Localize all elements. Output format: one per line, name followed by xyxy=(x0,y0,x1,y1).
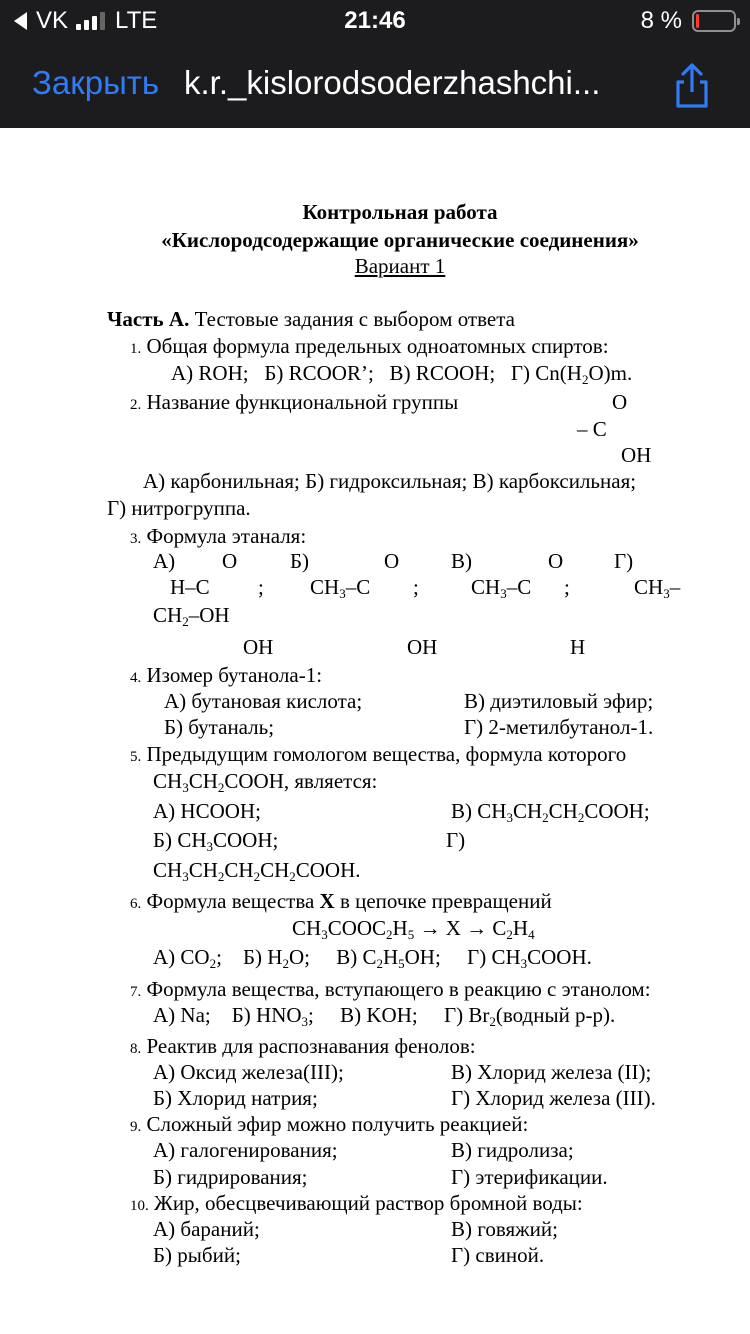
q6-a-label: А) xyxy=(153,945,176,969)
clock: 21:46 xyxy=(344,7,406,34)
q2-answers-line2: Г) нитрогруппа. xyxy=(107,496,251,520)
q3-g-ch2oh: $CH_2-OH$ xyxy=(153,603,230,629)
battery-fill xyxy=(696,14,699,28)
q3-option-b-label: Б) xyxy=(290,549,310,573)
question-text: Реактив для распознавания фенолов: xyxy=(146,1034,476,1058)
question-number: 1. xyxy=(130,341,142,357)
q5-answer-a: А) HCOOH; xyxy=(153,799,261,823)
q3-option-v-label: В) xyxy=(451,549,472,573)
question-8 xyxy=(130,1033,476,1062)
q3-v-h: H xyxy=(570,635,586,659)
q7-answer-v: В) KOH; xyxy=(340,1003,418,1027)
q4-answer-v: В) диэтиловый эфир; xyxy=(464,689,654,713)
doc-subheading: «Кислородсодержащие органические соединения» xyxy=(161,228,639,252)
question-7 xyxy=(130,976,651,1005)
question-text: Изомер бутанола-1: xyxy=(146,663,323,687)
q9-answer-g: Г) этерификации. xyxy=(451,1165,608,1189)
q8-answer-b: Б) Хлорид натрия; xyxy=(153,1086,318,1110)
question-text: Формула вещества xyxy=(146,889,320,913)
q3-g-ch3: $CH_3-$ xyxy=(634,575,681,601)
q10-answer-g: Г) свиной. xyxy=(451,1243,545,1267)
question-number: 7. xyxy=(130,984,142,1000)
q7-b-label: Б) xyxy=(231,1003,251,1027)
q3-a-oh: OH xyxy=(243,635,274,659)
q5-answer-b: Б) $CH_3COOH$; xyxy=(153,828,279,854)
q1-answers: А) ROH; Б) RCOOR’; В) RCOOH; Г) $Cn(H_2O)m$. xyxy=(171,361,633,387)
q6-chain: $CH_3COOC_2H_5 \to X \to C_2H_4$ xyxy=(292,916,535,942)
q3-v-o: O xyxy=(548,549,564,573)
share-button[interactable] xyxy=(668,62,716,110)
question-number: 10. xyxy=(130,1198,149,1214)
q3-a-o: O xyxy=(222,549,238,573)
question-text: Формула вещества, вступающего в реакцию с этанолом: xyxy=(146,977,651,1001)
question-text: Сложный эфир можно получить реакцией: xyxy=(146,1112,529,1136)
question-number: 4. xyxy=(130,670,142,686)
question-6 xyxy=(130,888,552,917)
question-number: 5. xyxy=(130,749,142,765)
q3-sep-1: ; xyxy=(258,575,264,599)
question-9 xyxy=(130,1111,528,1140)
q8-answer-g: Г) Хлорид железа (III). xyxy=(451,1086,656,1110)
share-icon xyxy=(668,62,716,110)
q3-sep-2: ; xyxy=(413,575,419,599)
carrier-label: VK xyxy=(36,7,69,34)
q7-answer-a: А) Na; xyxy=(153,1003,211,1027)
q10-answer-b: Б) рыбий; xyxy=(153,1243,241,1267)
q3-option-a-label: А) xyxy=(153,549,176,573)
question-text: Жир, обесцвечивающий раствор бромной воды: xyxy=(154,1191,583,1215)
question-number: 3. xyxy=(130,531,142,547)
q9-answer-b: Б) гидрирования; xyxy=(153,1165,308,1189)
q4-answer-g: Г) 2-метилбутанол-1. xyxy=(464,715,654,739)
question-text: Общая формула предельных одноатомных спиртов: xyxy=(146,334,609,358)
document-title: k.r._kislorodsoderzhashchi... xyxy=(184,64,601,101)
part-a-label: Часть А. xyxy=(107,307,190,331)
q3-option-g-label: Г) xyxy=(614,549,634,573)
arrow-icon: → xyxy=(466,916,488,940)
q6-g-label: Г) xyxy=(467,945,487,969)
q7-answers: А) Na; Б) $HNO_3$; В) KOH; Г) $Br_2(водный$ р-р). xyxy=(153,1003,616,1029)
variant-text: Вариант 1 xyxy=(354,254,446,278)
battery-percent-label: 8 % xyxy=(640,7,682,34)
status-right xyxy=(641,7,736,35)
q3-b-o: O xyxy=(384,549,400,573)
q3-a-hc: H–C xyxy=(170,575,210,599)
document-page[interactable] xyxy=(0,128,750,1334)
q2-group-oh: OH xyxy=(621,443,652,467)
question-number: 8. xyxy=(130,1041,142,1057)
question-number: 2. xyxy=(130,397,142,413)
q5-answer-g-label: Г) xyxy=(446,828,466,852)
q6-b-label: Б) xyxy=(242,945,263,969)
question-text: Формула этаналя: xyxy=(146,524,307,548)
q5-answer-v: В) $CH_3CH_2CH_2COOH$; xyxy=(451,799,650,825)
q6-answers: А) $CO_2$; Б) $H_2O$; В) $C_2H_5OH$; Г) $CH_3COOH$. xyxy=(153,945,592,971)
q5-answer-g: $CH_3CH_2CH_2CH_2COOH$. xyxy=(153,858,361,884)
q5-formula-line: $CH_3CH_2COOH$, является: xyxy=(153,769,378,795)
q9-answer-v: В) гидролиза; xyxy=(451,1138,574,1162)
arrow-icon: → xyxy=(419,916,441,940)
question-10 xyxy=(130,1190,583,1219)
q4-answer-a: А) бутановая кислота; xyxy=(164,689,363,713)
q7-g-label: Г) xyxy=(443,1003,464,1027)
q8-answer-a: А) Оксид железа(III); xyxy=(153,1060,344,1084)
question-text: Предыдущим гомологом вещества, формула которого xyxy=(146,742,627,766)
q5-v-label: В) xyxy=(451,799,472,823)
q6-v-label: В) xyxy=(336,945,358,969)
q2-answers-line1: А) карбонильная; Б) гидроксильная; В) карбоксильная; xyxy=(143,469,637,493)
q7-g-tail: (водный р-р). xyxy=(495,1003,616,1027)
nav-bar xyxy=(0,40,750,128)
q8-answer-v: В) Хлорид железа (II); xyxy=(451,1060,652,1084)
q5-formula-tail: , является: xyxy=(283,769,378,793)
part-a-title xyxy=(107,306,515,332)
variant-label xyxy=(0,253,750,279)
q3-v-ch3c: $CH_3-C$ xyxy=(471,575,532,601)
network-type-label: LTE xyxy=(115,7,158,34)
q10-answer-a: А) бараний; xyxy=(153,1217,260,1241)
q3-b-oh: OH xyxy=(407,635,438,659)
q3-sep-3: ; xyxy=(564,575,570,599)
question-number: 9. xyxy=(130,1119,142,1135)
question-text: Название функциональной группы xyxy=(146,390,459,414)
question-1 xyxy=(130,333,609,362)
close-button[interactable]: Закрыть xyxy=(32,64,160,101)
status-bar xyxy=(0,0,750,40)
app-header xyxy=(0,0,750,128)
q10-answer-v: В) говяжий; xyxy=(451,1217,558,1241)
q2-group-c: – C xyxy=(577,417,607,441)
question-number: 6. xyxy=(130,896,142,912)
doc-heading: Контрольная работа xyxy=(302,200,498,224)
question-4 xyxy=(130,662,322,691)
q4-answer-b: Б) бутаналь; xyxy=(164,715,275,739)
q3-b-ch3c: $CH_3-C$ xyxy=(310,575,371,601)
question-2 xyxy=(130,389,458,418)
question-5 xyxy=(130,741,626,770)
question-text-tail: в цепочке превращений xyxy=(334,889,552,913)
q5-b-label: Б) xyxy=(153,828,173,852)
battery-icon xyxy=(692,10,736,32)
q6-x-bold: X xyxy=(319,889,335,913)
part-a-text: Тестовые задания с выбором ответа xyxy=(189,307,515,331)
q2-group-o: O xyxy=(612,390,628,414)
q9-answer-a: А) галогенирования; xyxy=(153,1138,338,1162)
